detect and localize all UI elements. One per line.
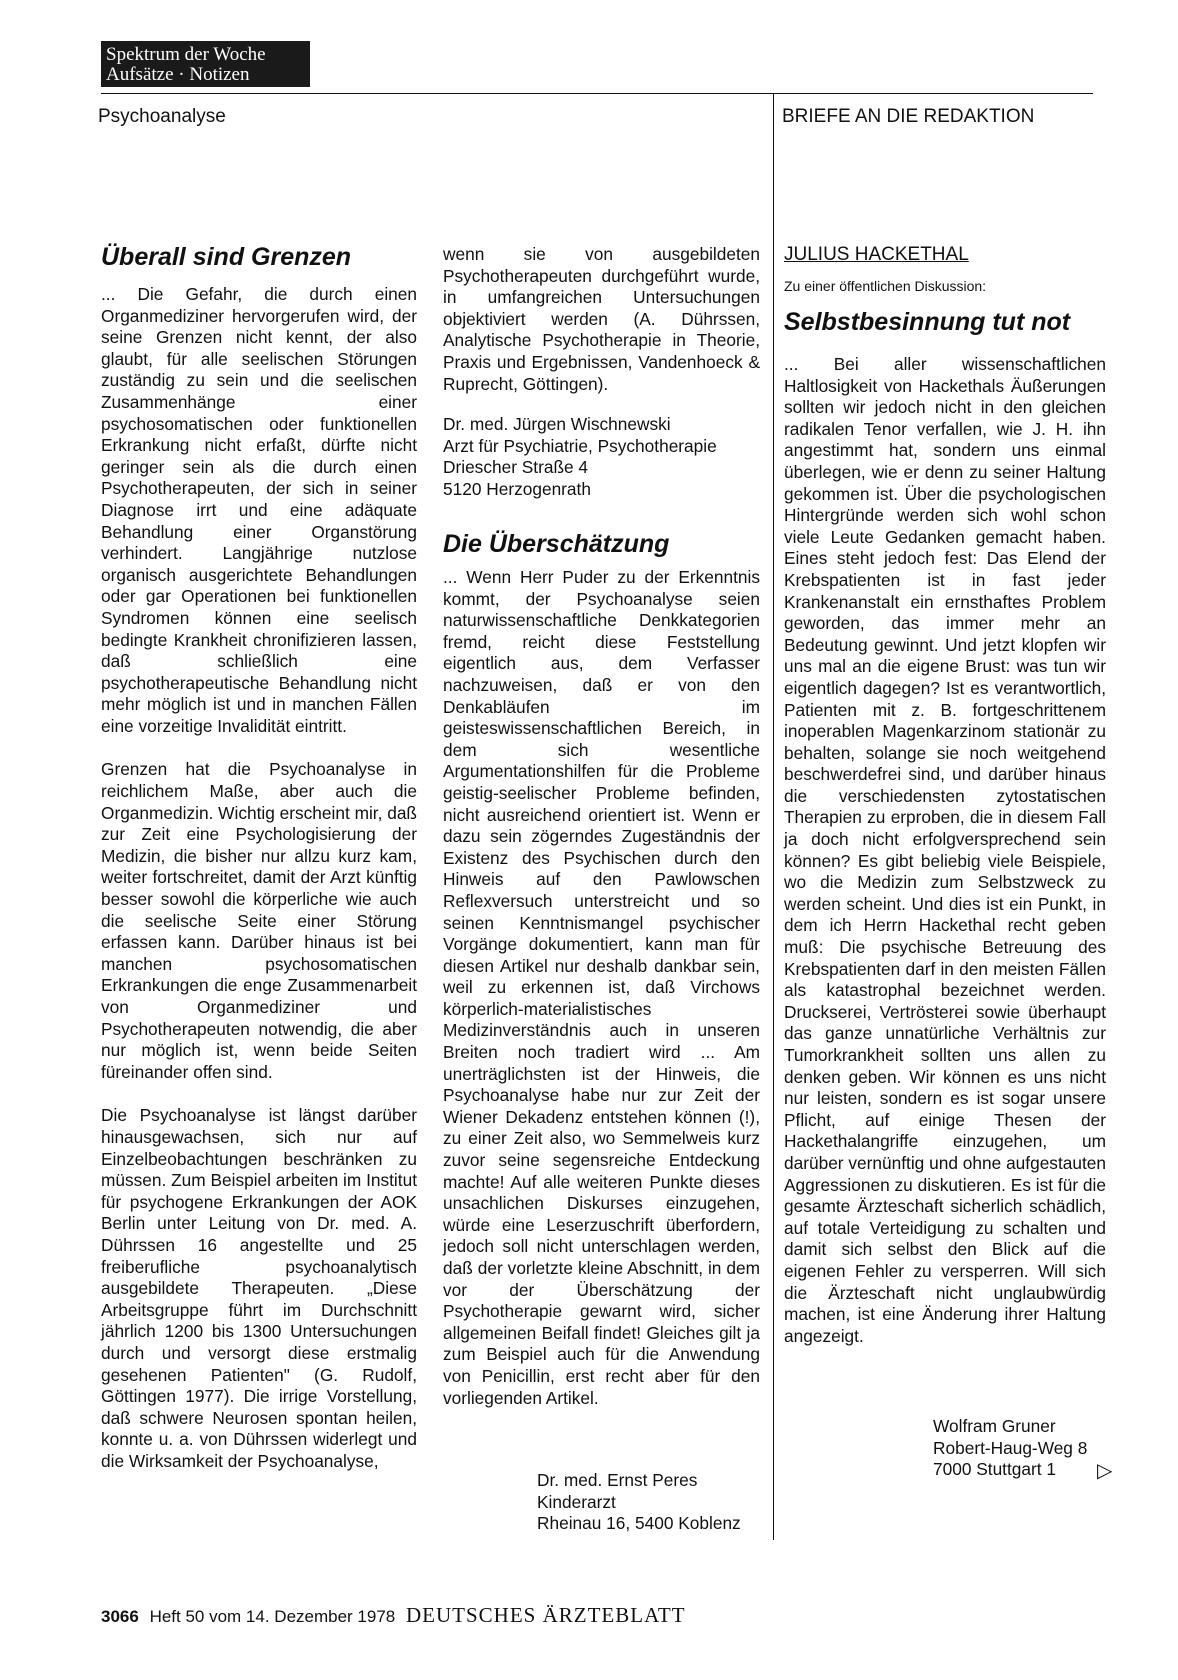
letter1-paragraph-3: Die Psychoanalyse ist längst darüber hinausgewachsen, sich nur auf Einzelbeobachtungen beschränken zu müssen. Zum Beispiel arbeiten im Institut für psychogene Erkrankungen der AOK Berlin unter Leitung von Dr. med. A. Dührssen 16 angestellte und 25 freiberufliche psychoanalytisch ausgebildete Therapeuten. „Diese Arbeitsgruppe führt im Durchschnitt jährlich 1200 bis 1300 Untersuchungen durch und versorgt diese erstmalig gesehenen Patienten" (G. Rudolf, Göttingen 1977). Die irrige Vorstellung, daß schwere Neurosen spontan heilen, konnte u. a. von Dührssen widerlegt und die Wirksamkeit der Psychoanalyse, xyxy=(101,1105,417,1471)
signature-line: 5120 Herzogenrath xyxy=(443,478,591,499)
letter3-body: ... Bei aller wissenschaftlichen Haltlosigkeit von Hackethals Äußerungen sollten wir jedoch nicht in den gleichen radikalen Tenor verfallen, wie J. H. ihn angestimmt hat, sondern uns einmal überlegen, wie er denn zu seiner Haltung gekommen ist. Über die psychologischen Hintergründe werden sich wohl schon viele Leute Gedanken gemacht haben. Eines steht jedoch fest: Das Elend der Krebspatienten ist in fast jeder Krankenanstalt ein ernsthaftes Problem geworden, das immer mehr an Bedeutung gewinnt. Und jetzt klopfen wir uns mal an die eigene Brust: was tun wir eigentlich dagegen? Ist es verantwortlich, Patienten mit z. B. fortgeschrittenem inoperablen Magenkarzinom stationär zu behalten, solange sie noch weitgehend beschwerdefrei sind, und darüber hinaus die verschiedensten zytostatischen Therapien zu erproben, die in diesem Fall ja doch nicht erfolgversprechend sein können? Es gibt beliebig viele Beispiele, wo die Medizin zum Selbstzweck zu werden scheint. Und dies ist ein Punkt, in dem ich Herrn Hackethal recht geben muß: Die psychische Betreuung des Krebspatienten darf in den meisten Fällen als katastrophal bezeichnet werden. Druckserei, Vertrösterei sowie überhaupt das ganze unnatürliche Verhältnis zur Tumorkrankheit sollten uns allen zu denken geben. Wir können es uns nicht nur leisten, sondern es ist sogar unsere Pflicht, auf einige Thesen der Hackethalangriffe einzugehen, um darüber vernünftig und ohne aufgestauten Aggressionen zu diskutieren. Es ist für die gesamte Ärzteschaft sicherlich schädlich, auf totale Verteidigung zu schalten und damit sich selbst den Blick auf die eigenen Fehler zu versperren. Will sich die Ärzteschaft nicht unglaubwürdig machen, ist eine Änderung ihrer Haltung angezeigt. xyxy=(784,354,1106,1346)
header-rule xyxy=(101,93,1093,94)
rubric-briefe: BRIEFE AN DIE REDAKTION xyxy=(782,106,1035,127)
letter3-kicker: Zu einer öffentlichen Diskussion: xyxy=(784,278,987,294)
signature-line: Dr. med. Ernst Peres xyxy=(537,1470,698,1490)
letter2-signature xyxy=(537,1470,741,1535)
signature-line: Arzt für Psychiatrie, Psychotherapie xyxy=(443,435,717,456)
signature-line: 7000 Stuttgart 1 xyxy=(933,1459,1056,1480)
signature-line: Rheinau 16, 5400 Koblenz xyxy=(537,1513,741,1534)
column-divider xyxy=(773,93,774,1540)
section-badge xyxy=(101,41,310,87)
letter3-author: JULIUS HACKETHAL xyxy=(784,244,969,265)
issue-info: Heft 50 vom 14. Dezember 1978 xyxy=(149,1607,396,1626)
journal-name: DEUTSCHES ÄRZTEBLATT xyxy=(405,1603,686,1627)
signature-line: Wolfram Gruner xyxy=(933,1416,1056,1436)
page-number: 3066 xyxy=(101,1607,139,1626)
letter2-title: Die Überschätzung xyxy=(443,530,670,558)
letter1-body-col2: wenn sie von ausgebildeten Psychotherapeuten durchgeführt wurde, in umfangreichen Untersuchungen objektiviert werden (A. Dührssen, Analytische Psychotherapie in Theorie, Praxis und Ergebnissen, Vandenhoeck & Ruprecht, Göttingen). xyxy=(443,244,760,394)
section-badge-line1: Spektrum der Woche xyxy=(106,44,266,65)
letter1-title: Überall sind Grenzen xyxy=(101,243,352,271)
page-footer xyxy=(101,1603,686,1628)
signature-line: Robert-Haug-Weg 8 xyxy=(933,1437,1088,1458)
continue-arrow-icon: ▷ xyxy=(1097,1460,1113,1482)
letter1-paragraph-2: Grenzen hat die Psychoanalyse in reichlichem Maße, aber auch die Organmedizin. Wichtig erscheint mir, daß zur Zeit eine Psychologisierung der Medizin, die bisher nur allzu kurz kam, weiter fortschreitet, damit der Arzt künftig besser sowohl die körperliche wie auch die seelische Seite einer Störung erfassen kann. Darüber hinaus ist bei manchen psychosomatischen Erkrankungen die enge Zusammenarbeit von Organmediziner und Psychotherapeuten notwendig, die aber nur möglich ist, wenn beide Seiten füreinander offen sind. xyxy=(101,759,417,1082)
letter1-body-col1 xyxy=(101,284,417,1472)
signature-line: Driescher Straße 4 xyxy=(443,457,589,478)
letter1-paragraph-1: ... Die Gefahr, die durch einen Organmediziner hervorgerufen wird, der seine Grenzen nicht kennt, der also glaubt, für alle seelischen Störungen zuständig zu sein und die seelischen Zusammenhänge einer psychosomatischen oder funktionellen Erkrankung nicht erfaßt, dürfte nicht geringer sein als die durch einen Psychotherapeuten, der sich in seiner Diagnose irrt und eine adäquate Behandlung einer Organstörung verhindert. Langjährige nutzlose organisch ausgerichtete Behandlungen oder gar Operationen bei funktionellen Syndromen können eine seelisch bedingte Krankheit chronifizieren lassen, daß schließlich eine psychotherapeutische Behandlung nicht mehr möglich ist und in manchen Fällen eine vorzeitige Invalidität eintritt. xyxy=(101,284,417,736)
letter1-signature xyxy=(443,414,717,500)
letter3-signature xyxy=(933,1416,1087,1481)
signature-line: Dr. med. Jürgen Wischnewski xyxy=(443,414,671,434)
letter3-title: Selbstbesinnung tut not xyxy=(784,308,1071,336)
rubric-psychoanalyse: Psychoanalyse xyxy=(98,106,226,127)
letter2-body: ... Wenn Herr Puder zu der Erkenntnis kommt, der Psychoanalyse seien naturwissenschaftliche Denkkategorien fremd, reicht diese Feststellung eigentlich aus, dem Verfasser nachzuweisen, daß er von den Denkabläufen im geisteswissenschaftlichen Bereich, in dem sich wesentliche Argumentationshilfen für die Probleme geistig-seelischer Probleme befinden, nicht ausreichend orientiert ist. Wenn er dazu sein zögerndes Zugeständnis der Existenz des Psychischen durch den Hinweis auf den Pawlowschen Reflexversuch unterstreicht und so seinen Kenntnismangel psychischer Vorgänge dokumentiert, kann man für diesen Artikel nur deshalb dankbar sein, weil zu erkennen ist, daß Virchows körperlich-materialistisches Medizinverständnis auch in unseren Breiten noch tradiert wird ... Am unerträglichsten ist der Hinweis, die Psychoanalyse habe nur zur Zeit der Wiener Dekadenz entstehen können (!), zu einer Zeit also, wo Semmelweis kurz zuvor seine segensreiche Entdeckung machte! Auf alle weiteren Punkte dieses unsachlichen Diskurses einzugehen, würde eine Leserzuschrift überfordern, jedoch soll nicht unterschlagen werden, daß der vorletzte kleine Abschnitt, in dem vor der Überschätzung der Psychotherapie gewarnt wird, sicher allgemeinen Beifall findet! Gleiches gilt ja zum Beispiel auch für die Anwendung von Penicillin, erst recht aber für den vorliegenden Artikel. xyxy=(443,567,760,1408)
signature-line: Kinderarzt xyxy=(537,1491,616,1512)
section-badge-line2: Aufsätze · Notizen xyxy=(106,64,250,85)
